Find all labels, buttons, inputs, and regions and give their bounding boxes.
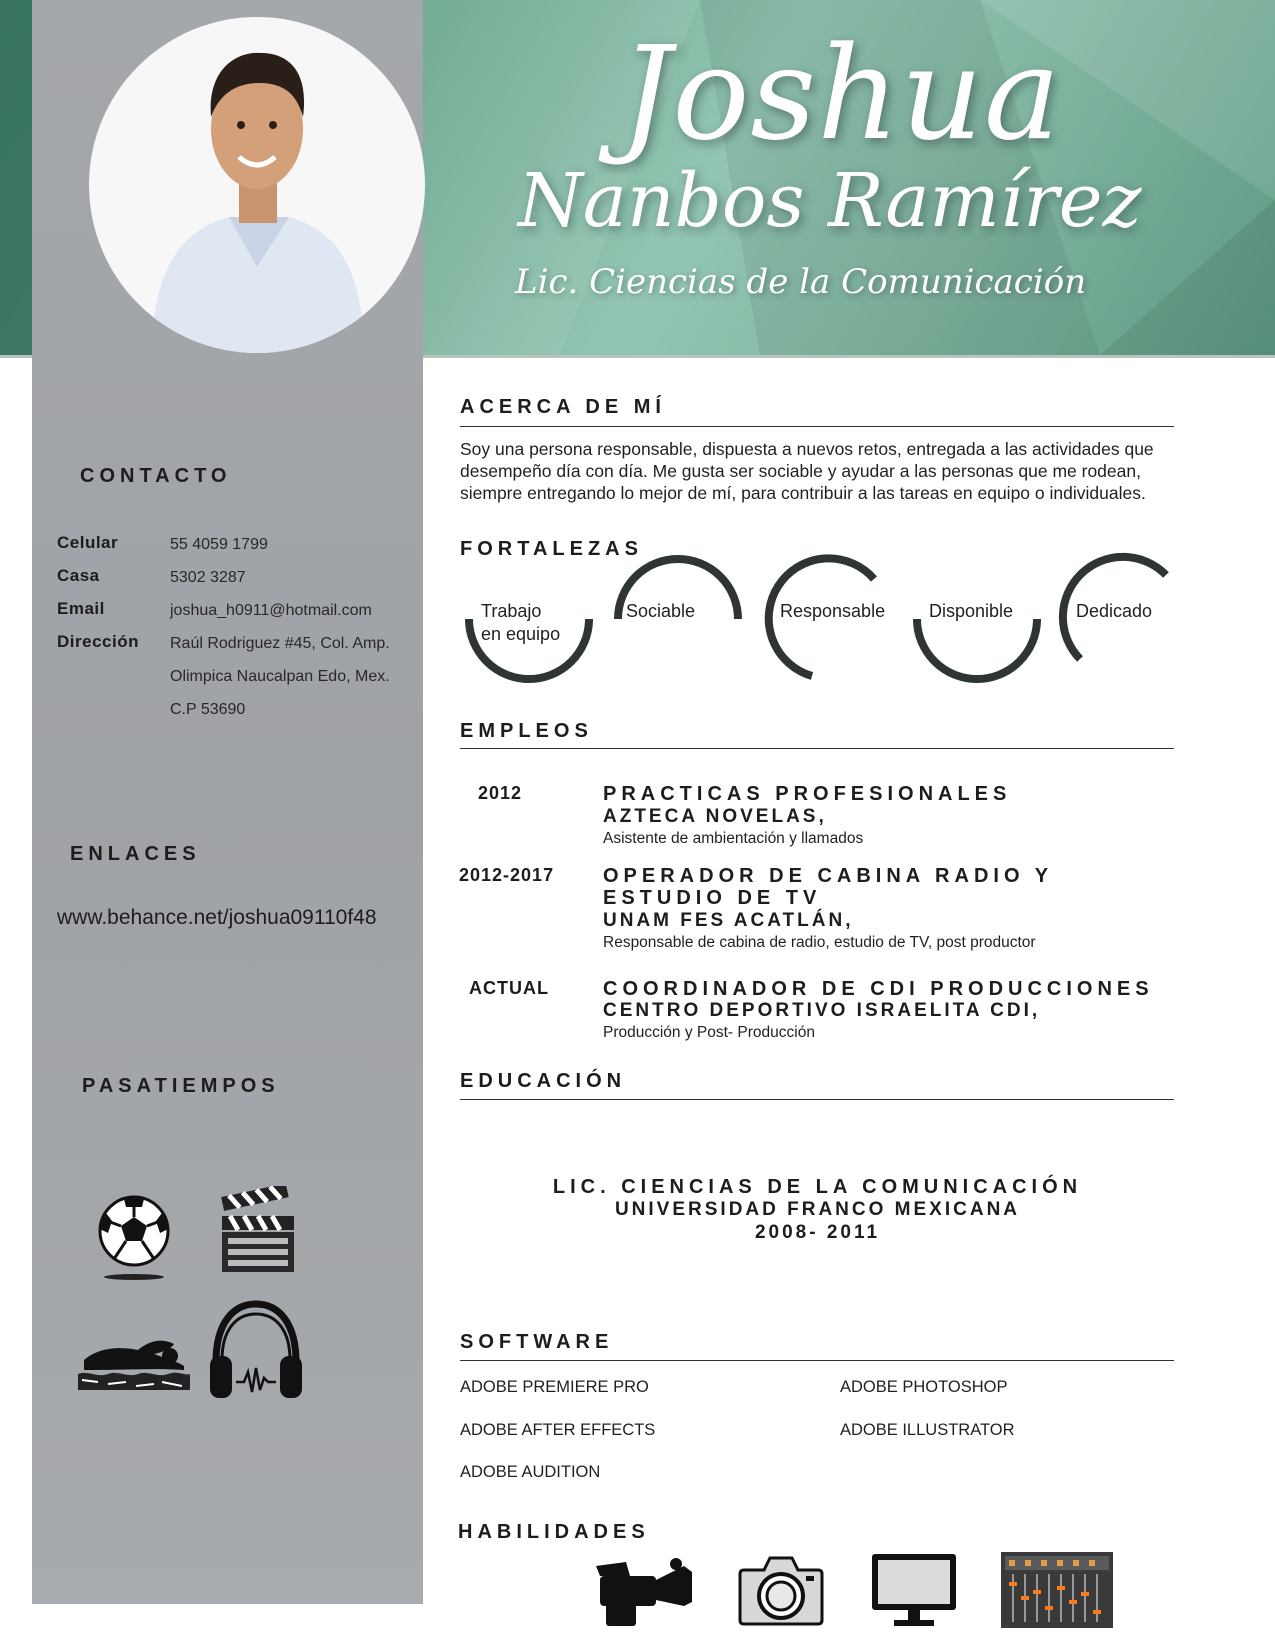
strength-label-dedicated: Dedicado (1076, 601, 1153, 621)
strengths-heading: FORTALEZAS (460, 538, 643, 560)
software-item: ADOBE PHOTOSHOP (840, 1378, 1008, 1396)
software-item: ADOBE AUDITION (460, 1463, 601, 1481)
about-text: Soy una persona responsable, dispuesta a nuevos retos, entregada a las actividades que desempeño día con día. Me gusta ser sociable y ayudar a las personas que me rodean, siempre entregando lo mejor de mí, para contribuir a las tareas en equipo o individuales. (460, 439, 1154, 503)
soccer-ball-icon (96, 1193, 172, 1288)
strength-label-teamwork-2: en equipo (481, 624, 561, 644)
contact-label-home: Casa (57, 566, 100, 585)
job-description: Responsable de cabina de radio, estudio de TV, post productor (603, 934, 1036, 951)
job-year: 2012 (478, 783, 523, 803)
hobbies-heading: PASATIEMPOS (82, 1075, 280, 1097)
strength-label-teamwork-1: Trabajo (481, 601, 542, 621)
jobs-rule (460, 748, 1174, 749)
strength-label-sociable: Sociable (626, 601, 696, 621)
about-heading: ACERCA DE MÍ (460, 396, 666, 418)
skills-heading: HABILIDADES (458, 1521, 650, 1543)
job-year: ACTUAL (469, 978, 549, 998)
strength-label-responsible: Responsable (780, 601, 886, 621)
links-heading: ENLACES (70, 843, 201, 865)
contact-label-email: Email (57, 599, 105, 618)
job-title: COORDINADOR DE CDI PRODUCCIONES (603, 978, 1154, 1000)
education-rule (460, 1099, 1174, 1100)
last-name: Nanbos Ramírez (518, 158, 1142, 244)
software-item: ADOBE AFTER EFFECTS (460, 1421, 656, 1439)
contact-value-mobile[interactable]: 55 4059 1799 (170, 536, 268, 553)
profession-subtitle: Lic. Ciencias de la Comunicación (515, 262, 1087, 302)
job-company: UNAM FES ACATLÁN, (603, 910, 854, 931)
contact-label-address: Dirección (57, 632, 139, 651)
contact-label-mobile: Celular (57, 533, 119, 552)
swimmer-icon (78, 1330, 190, 1397)
job-year: 2012-2017 (459, 865, 555, 885)
strength-label-available: Disponible (929, 601, 1014, 621)
first-name: Joshua (620, 20, 1062, 169)
contact-value-email[interactable]: joshua_h0911@hotmail.com (170, 602, 372, 619)
education-school: UNIVERSIDAD FRANCO MEXICANA (614, 1199, 1021, 1220)
audio-mixer-icon (1001, 1552, 1113, 1633)
job-title: PRACTICAS PROFESIONALES (603, 783, 1012, 805)
job-description: Producción y Post- Producción (603, 1024, 815, 1041)
software-heading: SOFTWARE (460, 1331, 614, 1353)
job-title: OPERADOR DE CABINA RADIO Y (603, 865, 1054, 887)
software-rule (460, 1360, 1174, 1361)
software-item: ADOBE ILLUSTRATOR (840, 1421, 1015, 1439)
education-degree: LIC. CIENCIAS DE LA COMUNICACIÓN (552, 1176, 1083, 1198)
contact-heading: CONTACTO (80, 465, 232, 487)
job-title-line2: ESTUDIO DE TV (603, 887, 822, 909)
job-description: Asistente de ambientación y llamados (603, 830, 864, 847)
education-heading: EDUCACIÓN (460, 1070, 627, 1092)
video-camera-icon (596, 1552, 696, 1633)
profile-photo (89, 17, 425, 353)
job-company: CENTRO DEPORTIVO ISRAELITA CDI, (603, 1000, 1041, 1021)
headphones-icon (206, 1298, 306, 1407)
contact-value-home[interactable]: 5302 3287 (170, 569, 246, 586)
behance-link[interactable]: www.behance.net/joshua09110f48 (57, 906, 377, 929)
contact-value-address-line2: Olimpica Naucalpan Edo, Mex. (170, 668, 390, 685)
jobs-heading: EMPLEOS (460, 720, 593, 742)
photo-camera-icon (738, 1552, 824, 1631)
software-item: ADOBE PREMIERE PRO (460, 1378, 649, 1396)
contact-value-address-line3: C.P 53690 (170, 701, 246, 718)
contact-value-address-line1: Raúl Rodriguez #45, Col. Amp. (170, 635, 390, 652)
clapperboard-icon (218, 1186, 298, 1281)
job-company: AZTECA NOVELAS, (603, 806, 827, 827)
about-rule (460, 426, 1174, 427)
education-years: 2008- 2011 (754, 1222, 881, 1243)
monitor-icon (870, 1552, 958, 1633)
